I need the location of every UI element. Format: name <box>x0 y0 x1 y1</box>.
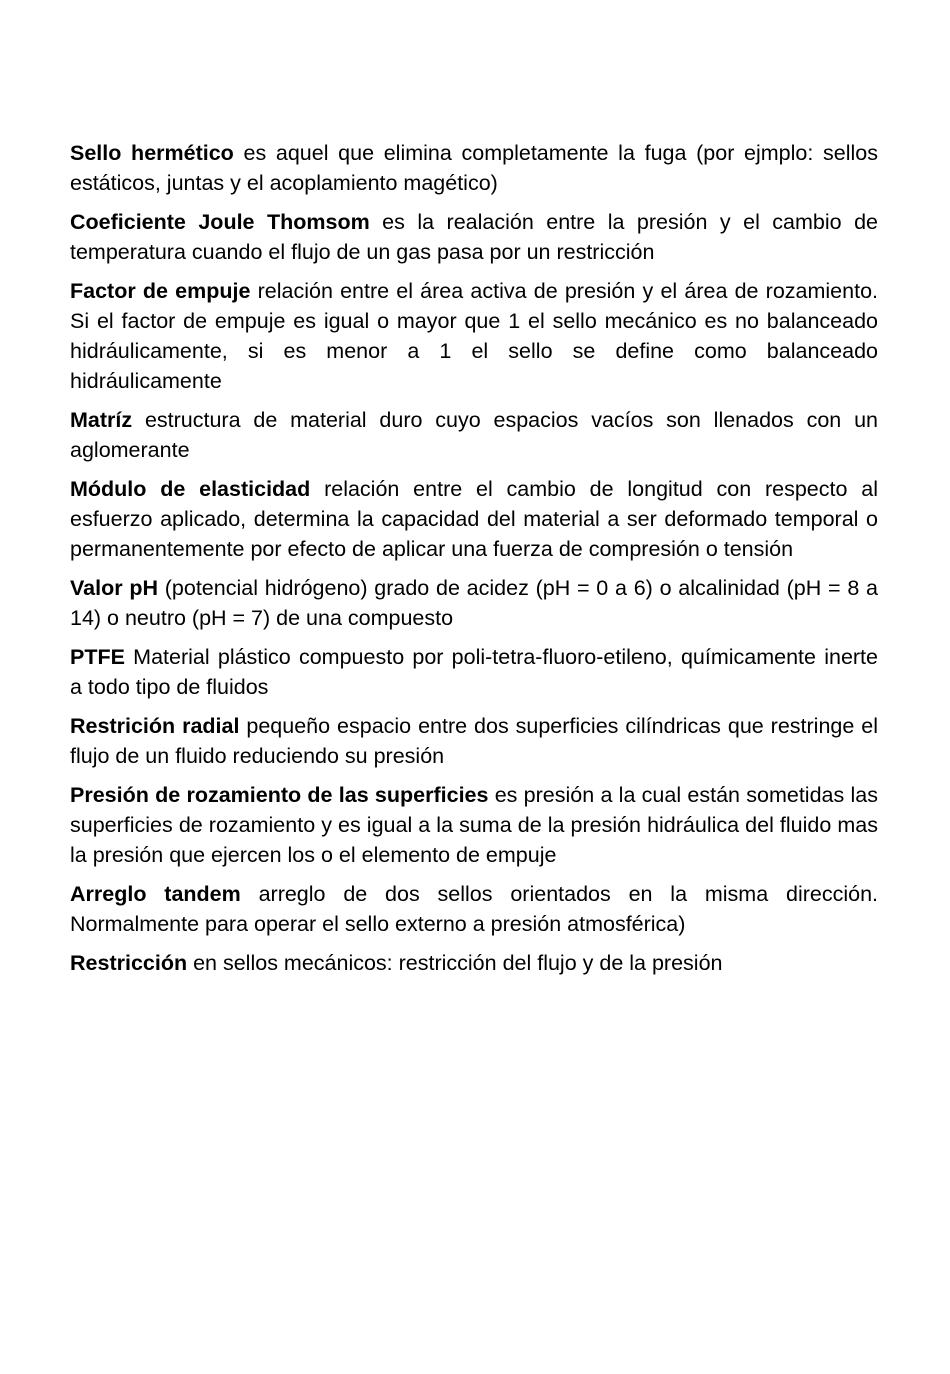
glossary-term: Coeficiente Joule Thomsom <box>70 210 370 234</box>
glossary-entry <box>70 573 878 633</box>
glossary-term: PTFE <box>70 645 125 669</box>
glossary-definition: pequeño espacio entre dos superficies cilíndricas que restringe el flujo de un fluido reduciendo su presión <box>70 714 878 768</box>
glossary-entry <box>70 474 878 564</box>
glossary-entry <box>70 780 878 870</box>
glossary-entry <box>70 879 878 939</box>
glossary-term: Factor de empuje <box>70 279 251 303</box>
glossary-term: Presión de rozamiento de las superficies <box>70 783 489 807</box>
glossary-term: Módulo de elasticidad <box>70 477 311 501</box>
glossary-term: Arreglo tandem <box>70 882 241 906</box>
glossary-definition: arreglo de dos sellos orientados en la misma dirección. Normalmente para operar el sello externo a presión atmosférica) <box>70 882 879 936</box>
glossary-entry <box>70 138 878 198</box>
glossary-term: Matríz <box>70 408 133 432</box>
glossary-entry <box>70 405 878 465</box>
glossary-definition: relación entre el cambio de longitud con respecto al esfuerzo aplicado, determina la capacidad del material a ser deformado temporal o permanentemente por efecto de aplicar una fuerza de compresión o tensión <box>70 477 878 561</box>
glossary-term: Sello hermético <box>70 141 234 165</box>
glossary-entry <box>70 276 878 396</box>
glossary-list <box>70 138 878 978</box>
glossary-entry <box>70 948 878 978</box>
glossary-definition: (potencial hidrógeno) grado de acidez (pH = 0 a 6) o alcalinidad (pH = 8 a 14) o neutro (pH = 7) de una compuesto <box>70 576 878 630</box>
glossary-definition: relación entre el área activa de presión y el área de rozamiento. Si el factor de empuje es igual o mayor que 1 el sello mecánico es no balanceado hidráulicamente, si es menor a 1 el sello se define como balanceado hidráulicamente <box>70 279 878 393</box>
glossary-definition: es presión a la cual están sometidas las superficies de rozamiento y es igual a la suma de la presión hidráulica del fluido mas la presión que ejercen los o el elemento de empuje <box>70 783 878 867</box>
glossary-definition: es aquel que elimina completamente la fuga (por ejmplo: sellos estáticos, juntas y el acoplamiento magético) <box>70 141 878 195</box>
glossary-entry <box>70 642 878 702</box>
glossary-term: Restricción <box>70 951 188 975</box>
glossary-definition: es la realación entre la presión y el cambio de temperatura cuando el flujo de un gas pasa por un restricción <box>70 210 878 264</box>
glossary-entry <box>70 711 878 771</box>
glossary-term: Restrición radial <box>70 714 240 738</box>
glossary-entry <box>70 207 878 267</box>
glossary-definition: Material plástico compuesto por poli-tetra-fluoro-etileno, químicamente inerte a todo tipo de fluidos <box>70 645 878 699</box>
glossary-definition: estructura de material duro cuyo espacios vacíos son llenados con un aglomerante <box>70 408 878 462</box>
glossary-definition: en sellos mecánicos: restricción del flujo y de la presión <box>187 951 723 975</box>
glossary-term: Valor pH <box>70 576 158 600</box>
